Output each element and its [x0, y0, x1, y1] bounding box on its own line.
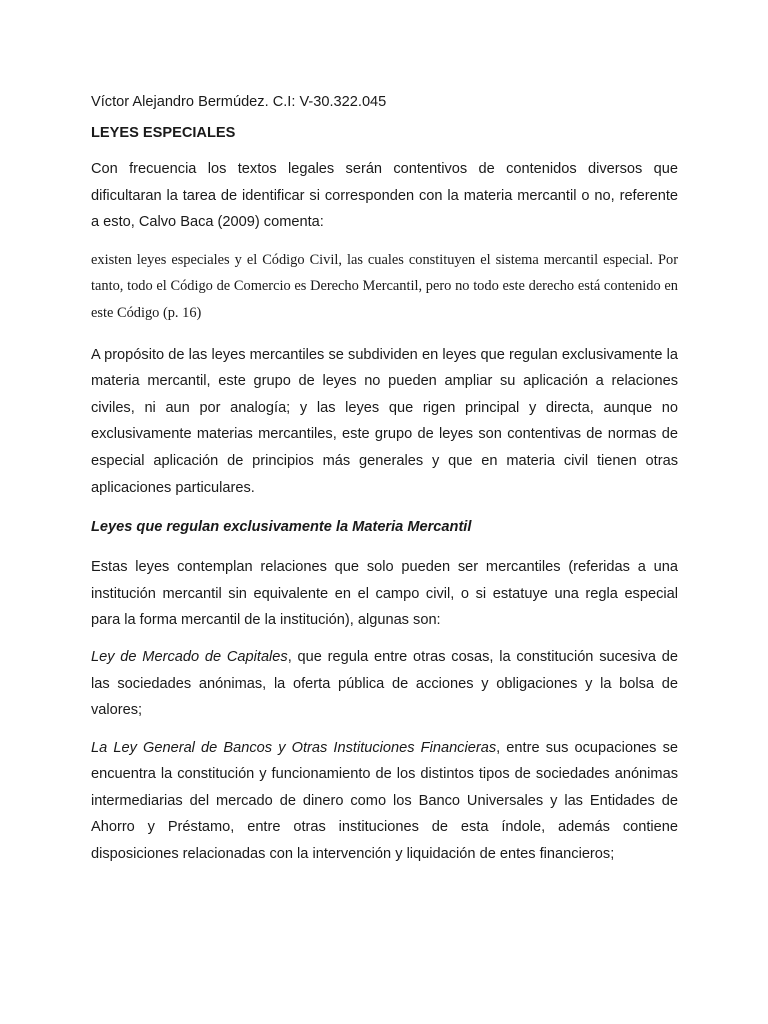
law-name: La Ley General de Bancos y Otras Instituciones Financieras [91, 739, 497, 756]
intro-paragraph: Con frecuencia los textos legales serán contentivos de contenidos diversos que dificultaran la tarea de identificar si corresponden con la materia mercantil o no, referente a esto, Calvo Baca (2009) comenta: [91, 161, 678, 231]
law-item-bancos [91, 735, 678, 868]
section-subheading: Leyes que regulan exclusivamente la Materia Mercantil [91, 519, 472, 536]
author-line: Víctor Alejandro Bermúdez. C.I: V-30.322.045 [91, 94, 387, 110]
law-name: Ley de Mercado de Capitales [91, 648, 288, 665]
document-title: LEYES ESPECIALES [91, 125, 236, 141]
law-item-mercado-capitales [91, 644, 678, 724]
document-page [91, 91, 678, 868]
block-quote: existen leyes especiales y el Código Civil, las cuales constituyen el sistema mercantil especial. Por tanto, todo el Código de Comercio es Derecho Mercantil, pero no todo este derecho está contenido en este Código (p. 16) [91, 251, 678, 321]
law-description: , que regula entre otras cosas, la constitución sucesiva de las sociedades anónimas, la oferta pública de acciones y obligaciones y la bolsa de valores; [91, 648, 678, 719]
law-description: , entre sus ocupaciones se encuentra la constitución y funcionamiento de los distintos tipos de sociedades anónimas intermediarias del mercado de dinero como los Banco Universales y las Entidades de Ahorro y Préstamo, entre otras instituciones de esta índole, además contiene disposiciones relacionadas con la intervención y liquidación de entes financieros; [91, 739, 679, 863]
paragraph-two: A propósito de las leyes mercantiles se subdividen en leyes que regulan exclusivamente la materia mercantil, este grupo de leyes no pueden ampliar su aplicación a relaciones civiles, ni aun por analogía; y las leyes que rigen principal y directa, aunque no exclusivamente materias mercantiles, este grupo de leyes son contentivas de normas de especial aplicación de principios más generales y que en materia civil tienen otras aplicaciones particulares. [91, 346, 678, 496]
paragraph-three: Estas leyes contemplan relaciones que solo pueden ser mercantiles (referidas a una institución mercantil sin equivalente en el campo civil, o si estatuye una regla especial para la forma mercantil de la institución), algunas son: [91, 559, 678, 629]
